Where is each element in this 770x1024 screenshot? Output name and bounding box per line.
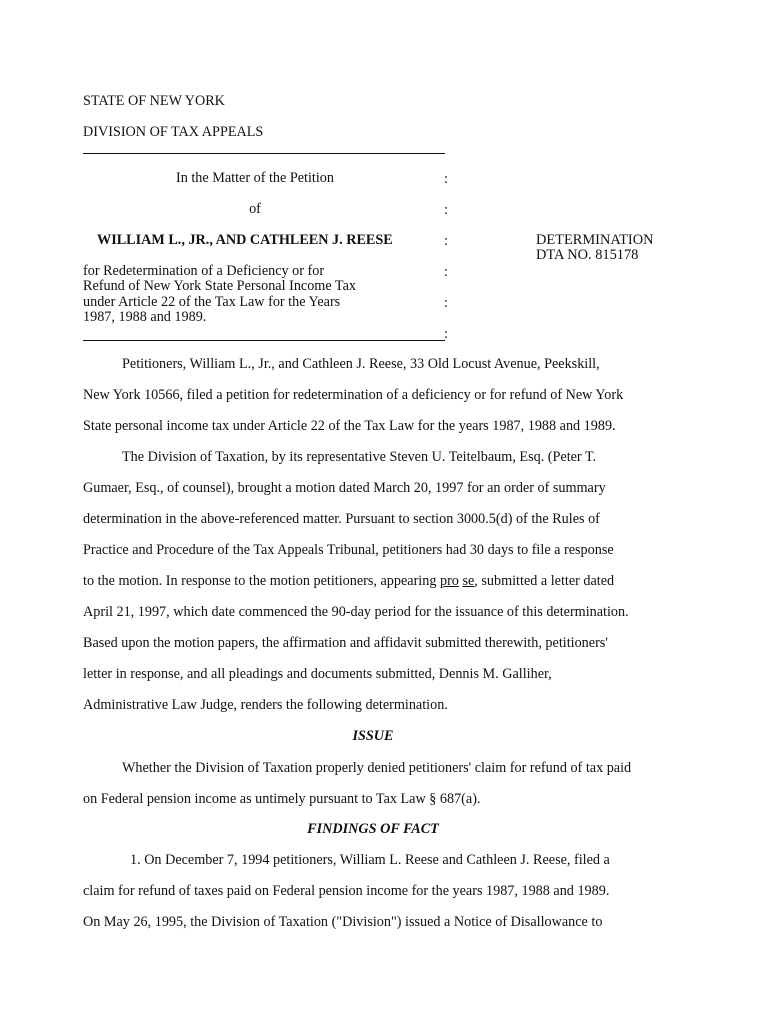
pro-se-term: se (462, 573, 475, 589)
body-line: Gumaer, Esq., of counsel), brought a motion dated March 20, 1997 for an order of summary (83, 480, 606, 496)
body-line: Whether the Division of Taxation properly denied petitioners' claim for refund of tax paid (122, 760, 632, 776)
caption-colon: : (444, 202, 448, 218)
body-line: Petitioners, William L., Jr., and Cathleen J. Reese, 33 Old Locust Avenue, Peekskill, (122, 356, 600, 372)
petitioner-names: WILLIAM L., JR., AND CATHLEEN J. REESE (97, 232, 393, 248)
caption-purpose-line: Refund of New York State Personal Income Tax (83, 278, 356, 294)
caption-bottom-rule (83, 340, 445, 341)
caption-top-rule (83, 153, 445, 154)
body-text: , submitted a letter dated (474, 573, 615, 589)
caption-colon: : (444, 233, 448, 249)
caption-matter: In the Matter of the Petition (176, 170, 334, 186)
body-line (83, 574, 614, 588)
body-line: New York 10566, filed a petition for redetermination of a deficiency or for refund of New York (83, 387, 624, 403)
body-line: Practice and Procedure of the Tax Appeals Tribunal, petitioners had 30 days to file a response (83, 542, 614, 558)
findings-heading: FINDINGS OF FACT (307, 821, 439, 837)
caption-colon: : (444, 264, 448, 280)
division-heading: DIVISION OF TAX APPEALS (83, 124, 264, 140)
determination-label: DETERMINATION (536, 232, 654, 248)
body-line: On May 26, 1995, the Division of Taxation ("Division") issued a Notice of Disallowance to (83, 914, 603, 930)
body-line: The Division of Taxation, by its representative Steven U. Teitelbaum, Esq. (Peter T. (122, 449, 597, 465)
pro-se-term: pro (439, 573, 459, 589)
caption-of: of (249, 201, 261, 217)
caption-purpose-line: under Article 22 of the Tax Law for the Years (83, 294, 341, 310)
body-line: 1. On December 7, 1994 petitioners, William L. Reese and Cathleen J. Reese, filed a (130, 852, 610, 868)
body-line: on Federal pension income as untimely pursuant to Tax Law § 687(a). (83, 791, 481, 807)
caption-colon: : (444, 326, 448, 342)
body-line: letter in response, and all pleadings and documents submitted, Dennis M. Galliher, (83, 666, 552, 682)
caption-purpose-line: 1987, 1988 and 1989. (83, 309, 207, 325)
body-line: Based upon the motion papers, the affirmation and affidavit submitted therewith, petitioners' (83, 635, 608, 651)
body-line: April 21, 1997, which date commenced the 90-day period for the issuance of this determination. (83, 604, 629, 620)
caption-colon: : (444, 171, 448, 187)
body-line: claim for refund of taxes paid on Federal pension income for the years 1987, 1988 and 1989. (83, 883, 610, 899)
body-line: Administrative Law Judge, renders the following determination. (83, 697, 448, 713)
state-heading: STATE OF NEW YORK (83, 93, 225, 109)
caption-colon: : (444, 295, 448, 311)
issue-heading: ISSUE (352, 728, 394, 744)
dta-number: DTA NO. 815178 (536, 247, 639, 263)
body-text: to the motion. In response to the motion petitioners, appearing (83, 573, 440, 589)
caption-purpose-line: for Redetermination of a Deficiency or for (83, 263, 325, 279)
body-line: State personal income tax under Article 22 of the Tax Law for the years 1987, 1988 and 1989. (83, 418, 616, 434)
body-line: determination in the above-referenced matter. Pursuant to section 3000.5(d) of the Rules of (83, 511, 600, 527)
